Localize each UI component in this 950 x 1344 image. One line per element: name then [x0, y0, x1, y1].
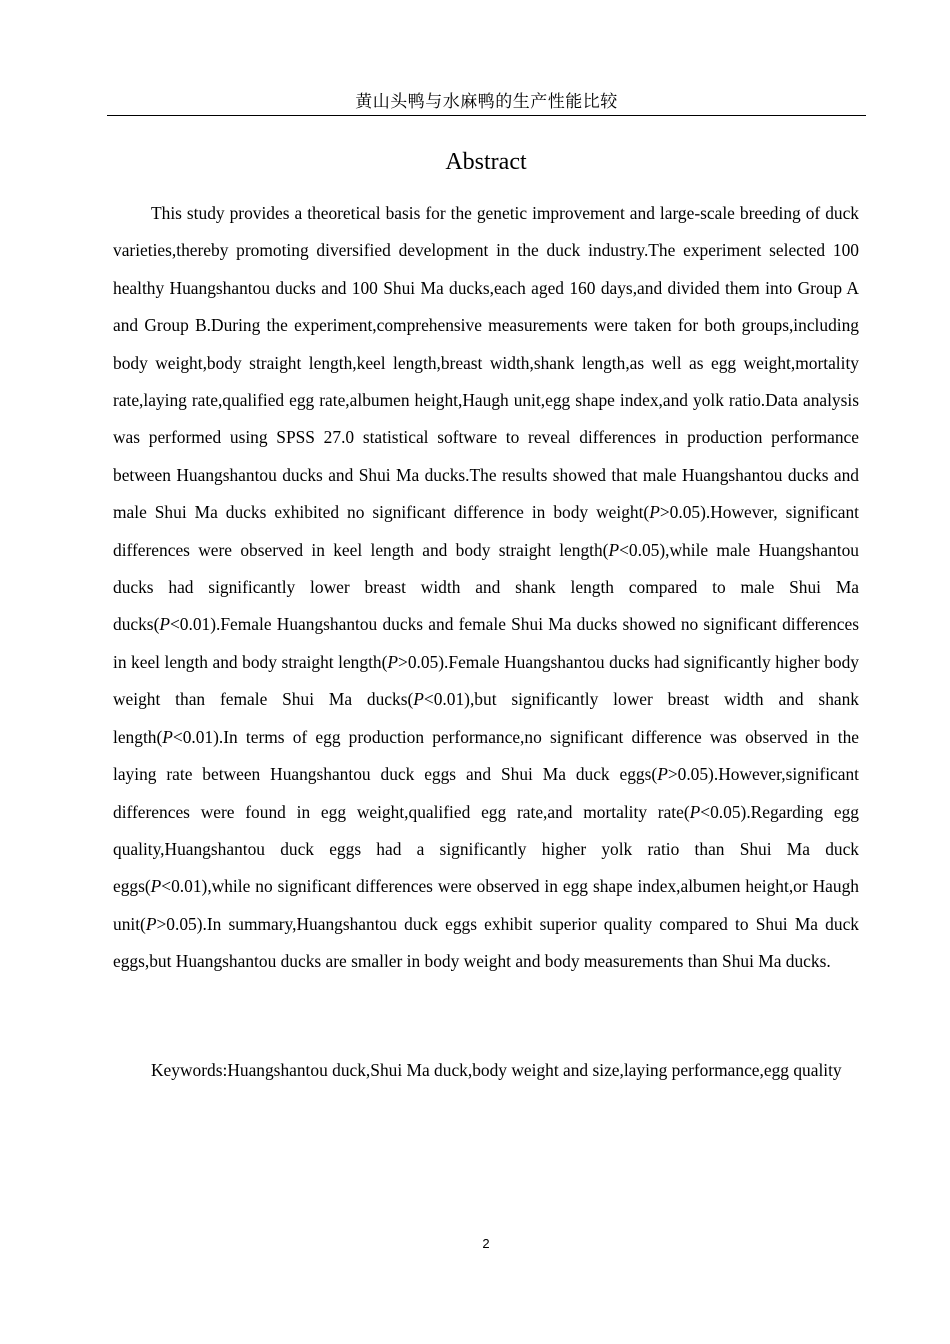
- p-symbol: P: [150, 876, 162, 897]
- abstract-body: [113, 195, 859, 981]
- abstract-text: <0.01),while no significant differences were observed in egg shape index,albumen height,or Haugh unit(: [113, 876, 859, 934]
- p-symbol: P: [162, 726, 173, 747]
- abstract-text: <0.01).In terms of egg production performance,no significant difference was observed in the laying rate between Huangshantou duck eggs and Shui Ma duck eggs(: [113, 726, 859, 785]
- abstract-text: <0.05).Regarding egg quality,Huangshantou duck eggs had a significantly higher yolk ratio than Shui Ma duck eggs(: [113, 801, 859, 897]
- p-symbol: P: [608, 539, 620, 560]
- header-rule: [107, 115, 866, 116]
- abstract-title: Abstract: [445, 149, 527, 175]
- abstract-text: >0.05).Female Huangshantou ducks had significantly higher body weight than female Shui Ma ducks(: [113, 651, 859, 710]
- page-number: 2: [482, 1236, 490, 1251]
- p-symbol: P: [689, 801, 701, 822]
- abstract-text: This study provides a theoretical basis for the genetic improvement and large-scale breeding of duck varieties,thereby promoting diversified development in the duck industry.The experiment selected 100 healthy Huangshantou ducks and 100 Shui Ma ducks,each aged 160 days,and divided them into Group A and Group B.During the experiment,comprehensive measurements were taken for both groups,including body weight,body straight length,keel length,breast width,shank length,as well as egg weight,mortality rate,laying rate,qualified egg rate,albumen height,Haugh unit,egg shape index,and yolk ratio.Data analysis was performed using SPSS 27.0 statistical software to reveal differences in production performance between Huangshantou ducks and Shui Ma ducks.The results showed that male Huangshantou ducks and male Shui Ma ducks exhibited no significant difference in body weight(: [113, 203, 859, 523]
- abstract-text: <0.01),but significantly lower breast width and shank length(: [113, 689, 859, 747]
- running-header-title: 黄山头鸭与水麻鸭的生产性能比较: [355, 92, 618, 112]
- p-symbol: P: [159, 614, 170, 635]
- abstract-text: >0.05).However, significant differences were observed in keel length and body straight length(: [113, 502, 859, 560]
- abstract-text: >0.05).However,significant differences were found in egg weight,qualified egg rate,and mortality rate(: [113, 764, 859, 822]
- p-symbol: P: [649, 502, 660, 523]
- p-symbol: P: [387, 651, 399, 672]
- keywords-paragraph: Keywords:Huangshantou duck,Shui Ma duck,body weight and size,laying performance,egg quality: [151, 1060, 842, 1080]
- p-symbol: P: [657, 764, 668, 785]
- abstract-text: <0.01).Female Huangshantou ducks and female Shui Ma ducks showed no significant differences in keel length and body straight length(: [113, 614, 859, 672]
- p-symbol: P: [413, 689, 424, 710]
- abstract-text: <0.05),while male Huangshantou ducks had significantly lower breast width and shank length compared to male Shui Ma ducks(: [113, 539, 859, 635]
- p-symbol: P: [145, 913, 157, 934]
- abstract-text: >0.05).In summary,Huangshantou duck eggs exhibit superior quality compared to Shui Ma duck eggs,but Huangshantou ducks are smaller in body weight and body measurements than Shui Ma ducks.: [113, 913, 859, 972]
